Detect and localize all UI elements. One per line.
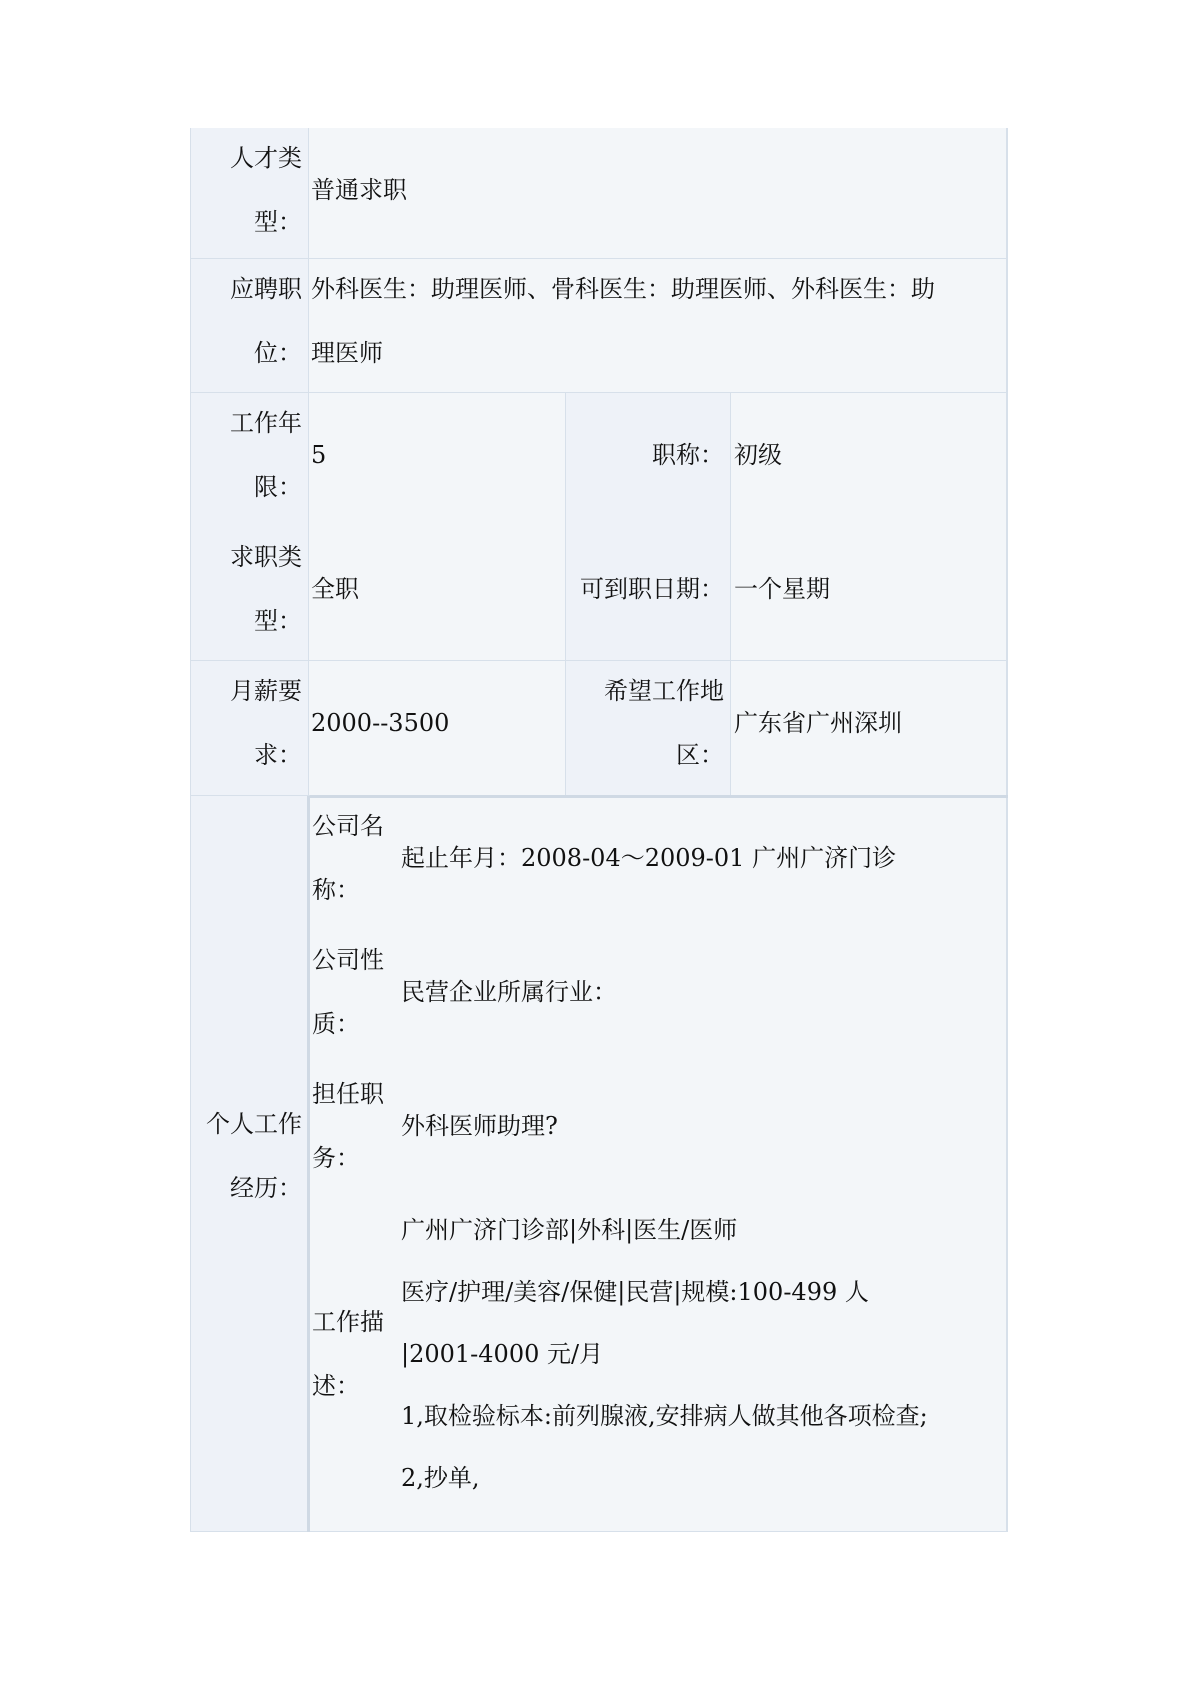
area-label-cell bbox=[566, 661, 731, 796]
experience-vertical-separator bbox=[307, 796, 310, 1532]
position-label-cell bbox=[190, 259, 309, 393]
nature-value: 民营企业所属行业： bbox=[401, 978, 617, 1006]
desc-line: |2001-4000 元/月 bbox=[401, 1340, 604, 1368]
experience-top-separator bbox=[310, 795, 1008, 798]
talent-type-label-line1: 人才类 bbox=[230, 144, 302, 172]
experience-label-line2: 经历： bbox=[230, 1174, 302, 1202]
years-jobtype-value-cell bbox=[309, 393, 566, 661]
area-value: 广东省广州深圳 bbox=[734, 709, 902, 737]
title-value: 初级 bbox=[734, 441, 782, 469]
desc-label-line1: 工作描 bbox=[312, 1308, 384, 1336]
title-start-value-cell bbox=[731, 393, 1008, 661]
nature-label-line2: 质： bbox=[312, 1010, 360, 1038]
position-label-line2: 位： bbox=[254, 339, 302, 367]
duty-value: 外科医师助理? bbox=[401, 1112, 558, 1140]
duty-label-line2: 务： bbox=[312, 1144, 360, 1172]
talent-type-value: 普通求职 bbox=[311, 176, 407, 204]
area-value-cell bbox=[731, 661, 1008, 796]
nature-label-line1: 公司性 bbox=[312, 946, 384, 974]
company-label-line2: 称： bbox=[312, 876, 360, 904]
talent-type-value-cell bbox=[309, 128, 1008, 259]
position-value-cell bbox=[309, 259, 1008, 393]
years-jobtype-label-cell bbox=[190, 393, 309, 661]
talent-type-label-line2: 型： bbox=[254, 208, 302, 236]
company-value: 起止年月：2008-04～2009-01 广州广济门诊 bbox=[401, 844, 897, 872]
area-label-line2: 区： bbox=[676, 741, 724, 769]
years-label-line1: 工作年 bbox=[230, 409, 302, 437]
job-type-label-line1: 求职类 bbox=[230, 543, 302, 571]
company-label-line1: 公司名 bbox=[312, 812, 384, 840]
experience-value-cell bbox=[309, 796, 1008, 1532]
desc-line: 1,取检验标本:前列腺液,安排病人做其他各项检查; bbox=[401, 1402, 928, 1430]
salary-label-cell bbox=[190, 661, 309, 796]
desc-line: 2,抄单, bbox=[401, 1464, 480, 1492]
job-type-value: 全职 bbox=[311, 575, 359, 603]
title-start-label-cell bbox=[566, 393, 731, 661]
salary-label-line1: 月薪要 bbox=[230, 677, 302, 705]
table-left-border bbox=[190, 128, 191, 1532]
desc-line: 广州广济门诊部|外科|医生/医师 bbox=[401, 1216, 738, 1244]
desc-line: 医疗/护理/美容/保健|民营|规模:100-499 人 bbox=[401, 1278, 869, 1306]
years-label-line2: 限： bbox=[254, 473, 302, 501]
experience-label-cell bbox=[190, 796, 309, 1532]
job-type-label-line2: 型： bbox=[254, 607, 302, 635]
salary-label-line2: 求： bbox=[254, 741, 302, 769]
experience-label-line1: 个人工作 bbox=[206, 1110, 302, 1138]
desc-label-line2: 述： bbox=[312, 1372, 360, 1400]
start-date-label: 可到职日期： bbox=[580, 575, 724, 603]
duty-label-line1: 担任职 bbox=[312, 1080, 384, 1108]
table-right-border bbox=[1006, 128, 1008, 1532]
area-label-line1: 希望工作地 bbox=[604, 677, 724, 705]
title-label: 职称： bbox=[652, 441, 724, 469]
salary-value-cell bbox=[309, 661, 566, 796]
years-value: 5 bbox=[311, 441, 327, 469]
position-value-line2: 理医师 bbox=[311, 339, 383, 367]
position-value-line1: 外科医生：助理医师、骨科医生：助理医师、外科医生：助 bbox=[311, 275, 935, 303]
position-label-line1: 应聘职 bbox=[230, 275, 302, 303]
salary-value: 2000--3500 bbox=[311, 709, 450, 737]
start-date-value: 一个星期 bbox=[734, 575, 830, 603]
talent-type-label-cell bbox=[190, 128, 309, 259]
